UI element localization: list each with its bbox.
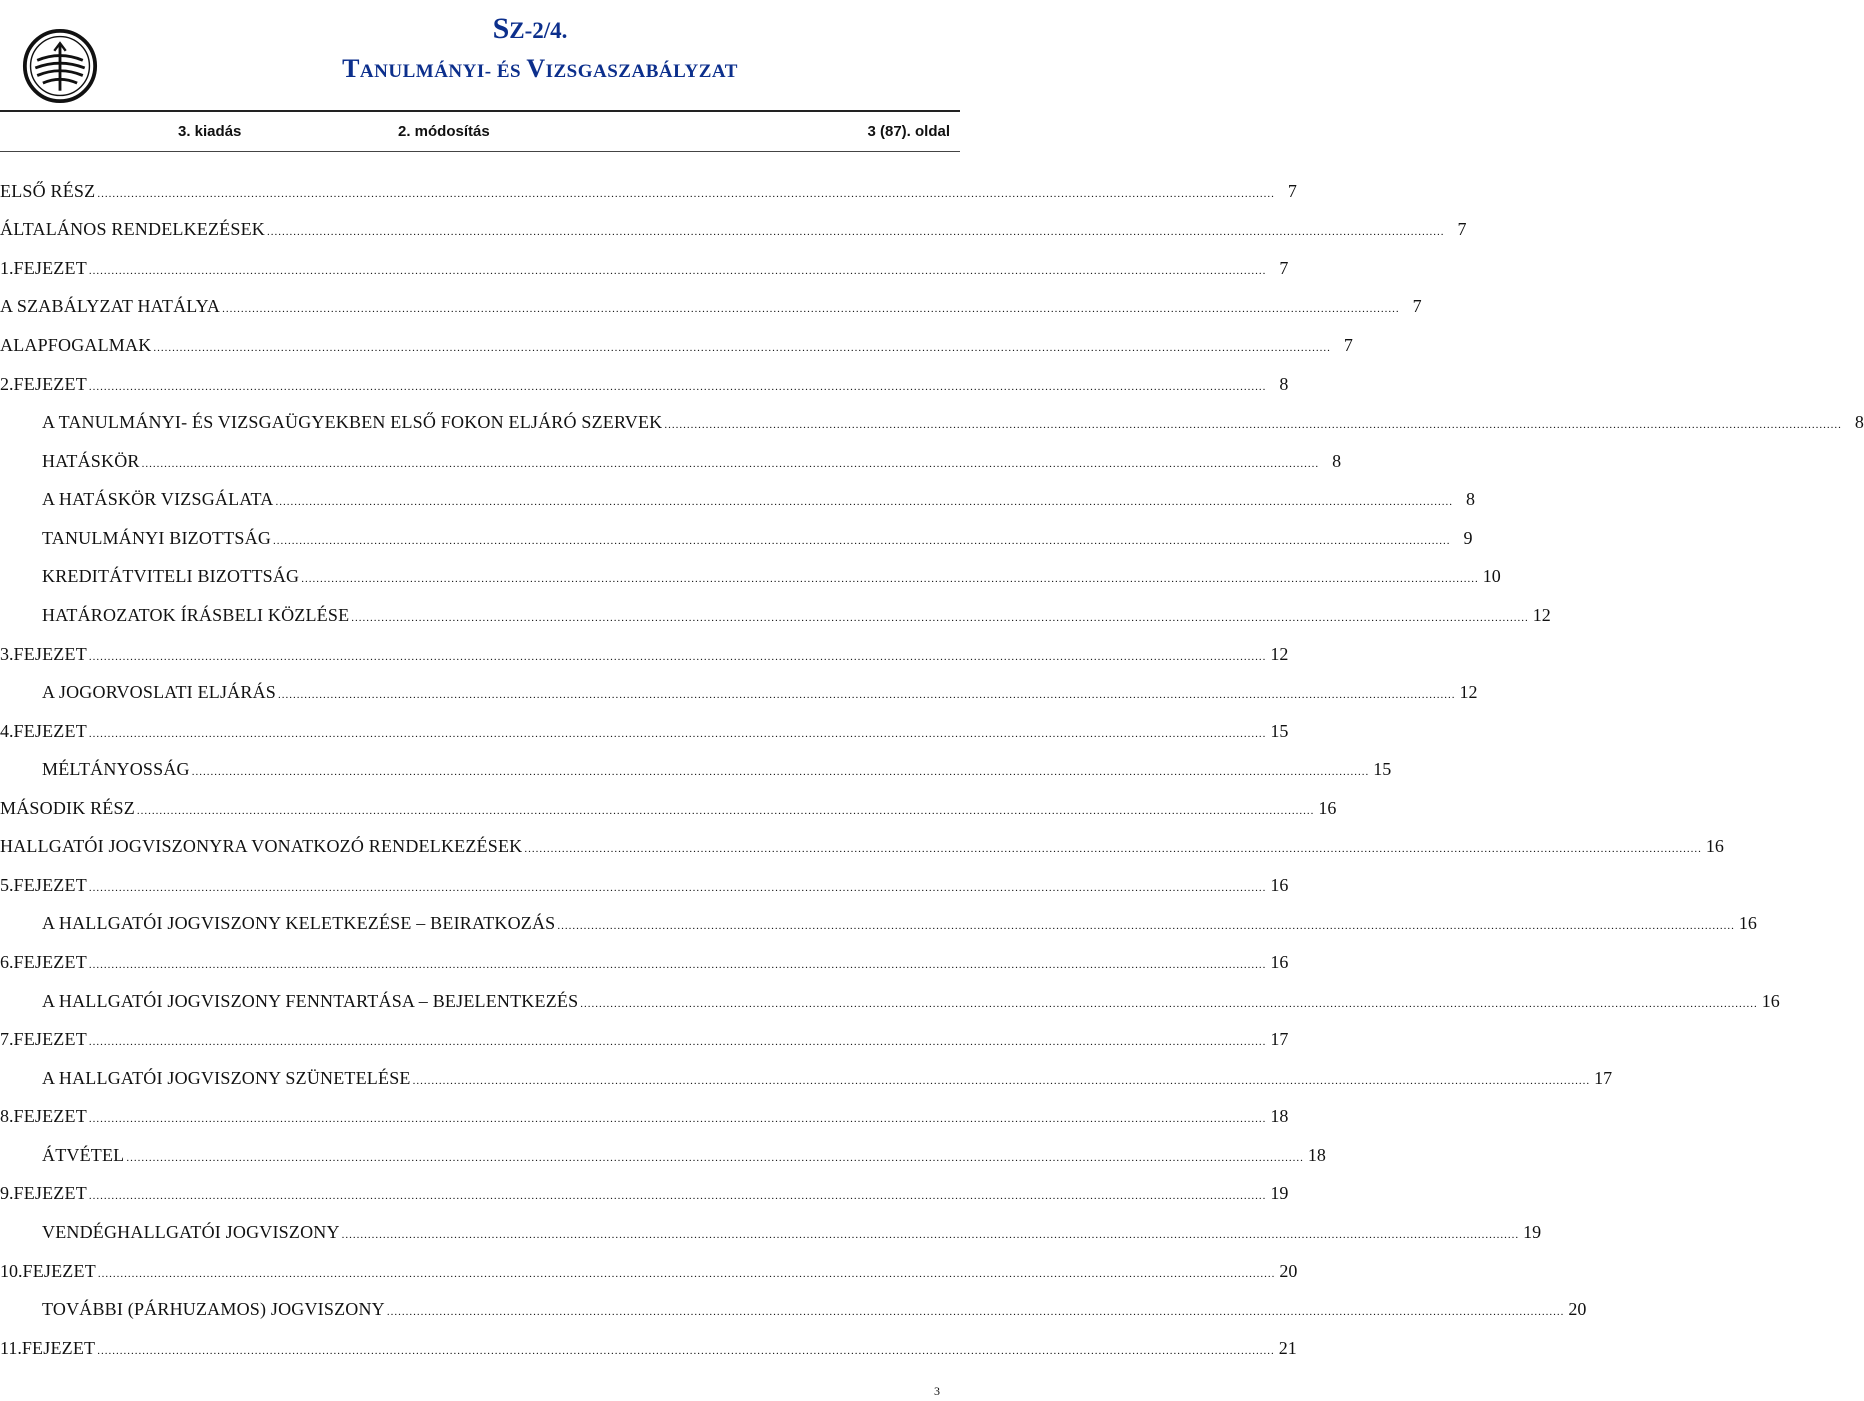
toc-label: FEJEZET: [13, 1029, 87, 1050]
toc-chapter-number: 10.: [0, 1260, 23, 1281]
toc-label: FEJEZET: [13, 952, 87, 973]
toc-page-number: 19: [1270, 1183, 1289, 1204]
toc-label: ELSŐ RÉSZ: [0, 180, 96, 201]
toc-entry: [0, 1260, 1298, 1282]
toc-row[interactable]: [0, 519, 1473, 558]
toc-entry: [0, 952, 1289, 973]
toc-label: FEJEZET: [13, 257, 87, 278]
toc-entry: [0, 450, 1342, 472]
toc-page-number: 12: [1532, 604, 1551, 625]
toc-label: A HALLGATÓI JOGVISZONY FENNTARTÁSA – BEJELENTKEZÉS: [42, 990, 579, 1011]
toc-label: HATÁROZATOK ÍRÁSBELI KÖZLÉSE: [42, 604, 350, 625]
toc-page-number: 12: [1459, 682, 1478, 703]
toc-chapter-number: 2.: [0, 373, 14, 394]
toc-label: ÁTVÉTEL: [42, 1144, 125, 1165]
toc-dot-leader: [89, 728, 1267, 740]
toc-entry: [0, 720, 1289, 742]
toc-label: A TANULMÁNYI- ÉS VIZSGAÜGYEKBEN ELSŐ FOKON ELJÁRÓ SZERVEK: [42, 412, 663, 433]
toc-dot-leader: [98, 1268, 1276, 1280]
toc-label: FEJEZET: [22, 1260, 96, 1281]
toc-page-number: 17: [1594, 1067, 1613, 1088]
toc-dot-leader: [89, 1113, 1267, 1125]
toc-label: TANULMÁNYI BIZOTTSÁG: [42, 527, 272, 548]
document-code: SZ-2/4.: [492, 12, 568, 45]
toc-page-number: 16: [1318, 797, 1337, 818]
toc-dot-leader: [413, 1075, 1591, 1087]
toc-dot-leader: [278, 689, 1456, 701]
toc-dot-leader: [301, 573, 1479, 585]
toc-entry: [0, 489, 1475, 510]
toc-entry: [0, 566, 1501, 587]
toc-entry: [0, 1067, 1613, 1089]
toc-row[interactable]: [0, 288, 1422, 327]
toc-entry: [0, 682, 1478, 703]
toc-label: TOVÁBBI (PÁRHUZAMOS) JOGVISZONY: [42, 1299, 385, 1320]
toc-page-number: 15: [1270, 720, 1289, 741]
toc-page-number: 16: [1270, 952, 1289, 973]
toc-label: HALLGATÓI JOGVISZONYRA VONATKOZÓ RENDELKEZÉSEK: [0, 836, 523, 857]
toc-page-number: 7: [1287, 180, 1297, 201]
toc-row[interactable]: [0, 1020, 1289, 1059]
document-title: TANULMÁNYI- ÉS VIZSGASZABÁLYZAT: [342, 54, 738, 83]
toc-page-number: 7: [1412, 296, 1422, 317]
toc-row[interactable]: [0, 712, 1289, 751]
toc-dot-leader: [222, 303, 1400, 315]
toc-entry: [0, 219, 1467, 240]
toc-chapter-number: 4.: [0, 720, 14, 741]
toc-chapter-number: 11.: [0, 1337, 22, 1358]
toc-chapter-number: 8.: [0, 1106, 14, 1127]
toc-entry: [0, 296, 1422, 317]
toc-row[interactable]: [0, 943, 1289, 982]
toc-dot-leader: [89, 882, 1267, 894]
toc-row[interactable]: [0, 1059, 1613, 1098]
toc-chapter-number: 5.: [0, 874, 14, 895]
toc-row[interactable]: [0, 905, 1757, 944]
toc-label: A JOGORVOSLATI ELJÁRÁS: [42, 682, 276, 703]
toc-row[interactable]: [0, 365, 1289, 404]
toc-row[interactable]: [0, 558, 1501, 597]
toc-chapter-number: 3.: [0, 643, 14, 664]
toc-dot-leader: [89, 1036, 1267, 1048]
toc-page-number: 21: [1278, 1337, 1297, 1358]
document-meta-bar: [0, 110, 960, 152]
toc-page-number: 16: [1705, 836, 1724, 857]
toc-entry: [0, 1144, 1326, 1166]
toc-row[interactable]: [0, 596, 1551, 635]
toc-dot-leader: [89, 959, 1267, 971]
toc-row[interactable]: [0, 403, 1864, 442]
toc-dot-leader: [89, 381, 1267, 393]
toc-row[interactable]: [0, 326, 1353, 365]
toc-row[interactable]: [0, 211, 1467, 250]
toc-dot-leader: [89, 265, 1267, 277]
toc-dot-leader: [267, 226, 1445, 238]
toc-label: FEJEZET: [13, 643, 87, 664]
toc-label: ÁLTALÁNOS RENDELKEZÉSEK: [0, 219, 265, 240]
toc-page-number: 8: [1854, 412, 1864, 433]
toc-row[interactable]: [0, 1175, 1289, 1214]
toc-entry: [0, 1106, 1289, 1127]
toc-dot-leader: [126, 1152, 1304, 1164]
toc-page-number: 7: [1279, 257, 1289, 278]
table-of-contents: [0, 172, 1864, 1367]
toc-page-number: 9: [1463, 527, 1473, 548]
toc-entry: [0, 257, 1289, 279]
toc-page-number: 20: [1568, 1299, 1587, 1320]
toc-entry: [0, 1299, 1587, 1320]
toc-chapter-number: 1.: [0, 257, 14, 278]
toc-entry: [0, 874, 1289, 896]
toc-label: MÉLTÁNYOSSÁG: [42, 759, 190, 780]
toc-label: FEJEZET: [13, 1183, 87, 1204]
toc-page-number: 7: [1343, 335, 1353, 356]
toc-dot-leader: [97, 188, 1275, 200]
toc-label: MÁSODIK RÉSZ: [0, 797, 135, 818]
toc-dot-leader: [351, 612, 1529, 624]
toc-entry: [0, 1029, 1289, 1050]
toc-entry: [0, 759, 1392, 780]
toc-label: VENDÉGHALLGATÓI JOGVISZONY: [42, 1221, 340, 1242]
toc-label: KREDITÁTVITELI BIZOTTSÁG: [42, 566, 300, 587]
toc-page-number: 20: [1279, 1260, 1298, 1281]
toc-label: A HATÁSKÖR VIZSGÁLATA: [42, 489, 274, 510]
toc-row[interactable]: [0, 481, 1475, 520]
toc-row[interactable]: [0, 1290, 1587, 1329]
toc-dot-leader: [89, 651, 1267, 663]
toc-page-number: 7: [1457, 219, 1467, 240]
toc-row[interactable]: [0, 1098, 1289, 1137]
toc-entry: [0, 604, 1551, 626]
toc-page-number: 12: [1270, 643, 1289, 664]
toc-row[interactable]: [0, 828, 1724, 867]
toc-label: HATÁSKÖR: [42, 450, 140, 471]
toc-label: FEJEZET: [21, 1337, 96, 1358]
toc-page-number: 8: [1465, 489, 1475, 510]
toc-row[interactable]: [0, 866, 1289, 905]
toc-label: FEJEZET: [13, 720, 87, 741]
toc-page-number: 16: [1738, 913, 1757, 934]
toc-entry: [0, 836, 1724, 857]
toc-row[interactable]: [0, 750, 1392, 789]
toc-entry: [0, 180, 1297, 202]
toc-entry: [0, 527, 1473, 549]
toc-page-number: 18: [1270, 1106, 1289, 1127]
toc-dot-leader: [192, 766, 1370, 778]
toc-chapter-number: 9.: [0, 1183, 14, 1204]
toc-dot-leader: [275, 496, 1453, 508]
toc-row[interactable]: [0, 172, 1297, 211]
page-number: 3: [934, 1384, 940, 1398]
toc-dot-leader: [137, 805, 1315, 817]
toc-page-number: 19: [1523, 1221, 1542, 1242]
toc-page-number: 16: [1761, 990, 1780, 1011]
toc-label: A HALLGATÓI JOGVISZONY SZÜNETELÉSE: [42, 1067, 411, 1088]
toc-row[interactable]: [0, 789, 1337, 828]
toc-dot-leader: [142, 458, 1320, 470]
toc-entry: [0, 643, 1289, 665]
toc-entry: [0, 913, 1757, 934]
toc-label: FEJEZET: [13, 1106, 87, 1127]
document-header: [0, 0, 960, 140]
toc-label: A SZABÁLYZAT HATÁLYA: [0, 296, 221, 317]
toc-dot-leader: [580, 998, 1758, 1010]
toc-dot-leader: [664, 419, 1842, 431]
toc-page-number: 10: [1482, 566, 1501, 587]
toc-entry: [0, 1221, 1542, 1243]
toc-chapter-number: 7.: [0, 1029, 14, 1050]
toc-row[interactable]: [0, 249, 1289, 288]
toc-row[interactable]: [0, 635, 1289, 674]
toc-row[interactable]: [0, 1136, 1326, 1175]
toc-row[interactable]: [0, 1252, 1298, 1291]
toc-dot-leader: [273, 535, 1451, 547]
toc-dot-leader: [387, 1306, 1565, 1318]
toc-page-number: 8: [1332, 450, 1342, 471]
toc-page-number: 15: [1373, 759, 1392, 780]
toc-dot-leader: [153, 342, 1331, 354]
toc-entry: [0, 1183, 1289, 1204]
toc-dot-leader: [97, 1345, 1275, 1357]
modification-label: 2. módosítás: [398, 123, 490, 140]
toc-page-number: 16: [1270, 874, 1289, 895]
toc-entry: [0, 797, 1337, 819]
toc-page-number: 8: [1279, 373, 1289, 394]
edition-label: 3. kiadás: [178, 123, 242, 140]
toc-row[interactable]: [0, 1213, 1542, 1252]
toc-page-number: 18: [1307, 1144, 1326, 1165]
page-of-label: 3 (87). oldal: [867, 123, 950, 140]
toc-row[interactable]: [0, 1329, 1297, 1368]
toc-entry: [0, 990, 1780, 1012]
toc-entry: [0, 335, 1353, 356]
toc-entry: [0, 412, 1864, 433]
toc-label: A HALLGATÓI JOGVISZONY KELETKEZÉSE – BEIRATKOZÁS: [42, 913, 556, 934]
university-emblem-icon: [22, 28, 98, 104]
toc-chapter-number: 6.: [0, 952, 14, 973]
toc-dot-leader: [342, 1229, 1520, 1241]
toc-label: FEJEZET: [13, 373, 87, 394]
toc-page-number: 17: [1270, 1029, 1289, 1050]
toc-dot-leader: [557, 920, 1735, 932]
toc-entry: [0, 373, 1289, 395]
toc-row[interactable]: [0, 673, 1478, 712]
toc-dot-leader: [89, 1190, 1267, 1202]
toc-row[interactable]: [0, 982, 1780, 1021]
toc-label: FEJEZET: [13, 874, 87, 895]
toc-label: ALAPFOGALMAK: [0, 335, 152, 356]
toc-row[interactable]: [0, 442, 1342, 481]
toc-entry: [0, 1337, 1297, 1359]
toc-dot-leader: [524, 843, 1702, 855]
